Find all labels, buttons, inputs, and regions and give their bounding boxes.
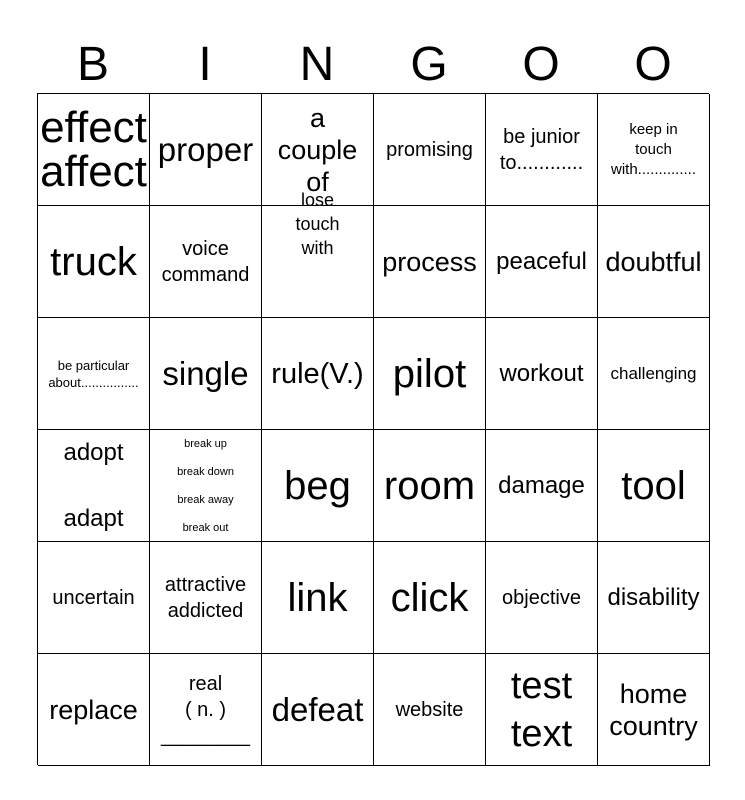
cell-text: lose (300, 190, 335, 210)
bingo-cell[interactable] (598, 430, 710, 542)
cell-text: click (390, 575, 469, 620)
cell-text: be junior (503, 125, 580, 148)
cell-text: defeat (271, 690, 364, 728)
bingo-cell[interactable] (486, 318, 598, 430)
cell-text: be particular (57, 357, 130, 373)
cell-text: website (395, 698, 464, 721)
bingo-card (37, 93, 709, 765)
bingo-cell[interactable] (486, 206, 598, 318)
bingo-cell[interactable] (150, 542, 262, 654)
cell-text: promising (386, 138, 473, 161)
cell-text: peaceful (496, 247, 587, 275)
bingo-header (37, 36, 709, 94)
bingo-cell[interactable] (374, 654, 486, 766)
cell-text: tool (621, 463, 686, 508)
bingo-cell[interactable] (262, 318, 374, 430)
cell-text: damage (498, 471, 585, 499)
bingo-cell[interactable] (374, 430, 486, 542)
cell-text: doubtful (605, 246, 702, 277)
header-letter: G (410, 38, 448, 91)
cell-text: effect (40, 102, 147, 152)
bingo-cell[interactable] (486, 430, 598, 542)
cell-text: with (301, 238, 334, 258)
bingo-cell[interactable] (374, 206, 486, 318)
cell-text: touch (635, 140, 672, 158)
cell-text: truck (50, 239, 137, 284)
cell-text: voice (182, 237, 229, 260)
bingo-cell[interactable] (38, 94, 150, 206)
bingo-cell[interactable] (150, 318, 262, 430)
cell-text: attractive (164, 573, 247, 596)
header-letter: N (299, 38, 335, 91)
cell-text: rule(V.) (271, 357, 364, 390)
cell-text: disability (607, 583, 700, 611)
header-letter: O (634, 38, 672, 91)
cell-text: workout (499, 359, 584, 387)
cell-text: break out (182, 521, 229, 534)
cell-text: addicted (167, 599, 244, 622)
bingo-cell[interactable] (486, 542, 598, 654)
bingo-cell[interactable] (262, 654, 374, 766)
cell-text: home (619, 678, 688, 709)
bingo-cell[interactable] (262, 430, 374, 542)
bingo-cell[interactable] (38, 430, 150, 542)
bingo-cell[interactable] (38, 206, 150, 318)
cell-text: beg (284, 463, 351, 508)
cell-text: break up (184, 437, 227, 450)
bingo-cell[interactable] (598, 206, 710, 318)
cell-text: touch (295, 214, 340, 234)
cell-text: room (383, 463, 476, 508)
header-letter: O (522, 38, 560, 91)
bingo-cell[interactable] (38, 654, 150, 766)
cell-text: link (287, 575, 348, 620)
cell-text: process (382, 246, 477, 277)
header-letter: B (76, 38, 109, 91)
cell-text: pilot (392, 351, 467, 396)
cell-text: a (309, 103, 326, 133)
cell-text: break down (177, 465, 234, 478)
bingo-cell[interactable] (598, 542, 710, 654)
bingo-cell[interactable] (262, 542, 374, 654)
bingo-cell[interactable] (150, 206, 262, 318)
cell-text: break away (177, 493, 234, 506)
cell-text: with.............. (610, 160, 697, 178)
cell-text: of (306, 167, 329, 197)
cell-text: single (162, 354, 249, 392)
bingo-cell[interactable] (486, 94, 598, 206)
cell-text: country (609, 710, 698, 741)
bingo-cell[interactable] (262, 190, 374, 318)
cell-text: text (510, 712, 573, 755)
cell-text: about................ (48, 374, 139, 390)
cell-text: proper (157, 130, 254, 168)
cell-text: objective (502, 586, 581, 609)
cell-text: adapt (63, 504, 124, 532)
cell-text: ________ (161, 724, 250, 747)
bingo-cell[interactable] (374, 542, 486, 654)
cell-text: replace (49, 694, 138, 725)
cell-text: adopt (63, 438, 124, 466)
cell-text: test (510, 664, 573, 707)
cell-text: keep in (629, 120, 678, 138)
cell-text: ( n. ) (184, 698, 227, 721)
bingo-cell[interactable] (150, 654, 262, 766)
cell-text: couple (277, 135, 358, 165)
cell-text: affect (40, 146, 147, 196)
cell-text: challenging (610, 363, 697, 383)
bingo-cell[interactable] (374, 318, 486, 430)
bingo-cell[interactable] (374, 94, 486, 206)
cell-text: command (161, 263, 250, 286)
bingo-cell[interactable] (38, 542, 150, 654)
bingo-cell[interactable] (150, 94, 262, 206)
bingo-cell[interactable] (598, 654, 710, 766)
header-letter: I (198, 38, 212, 91)
cell-text: uncertain (52, 586, 135, 609)
bingo-cell[interactable] (150, 430, 262, 542)
bingo-cell[interactable] (598, 94, 710, 206)
bingo-cell[interactable] (486, 654, 598, 766)
bingo-cell[interactable] (598, 318, 710, 430)
cell-text: real (188, 672, 223, 695)
cell-text: to............ (499, 151, 584, 174)
bingo-cell[interactable] (38, 318, 150, 430)
